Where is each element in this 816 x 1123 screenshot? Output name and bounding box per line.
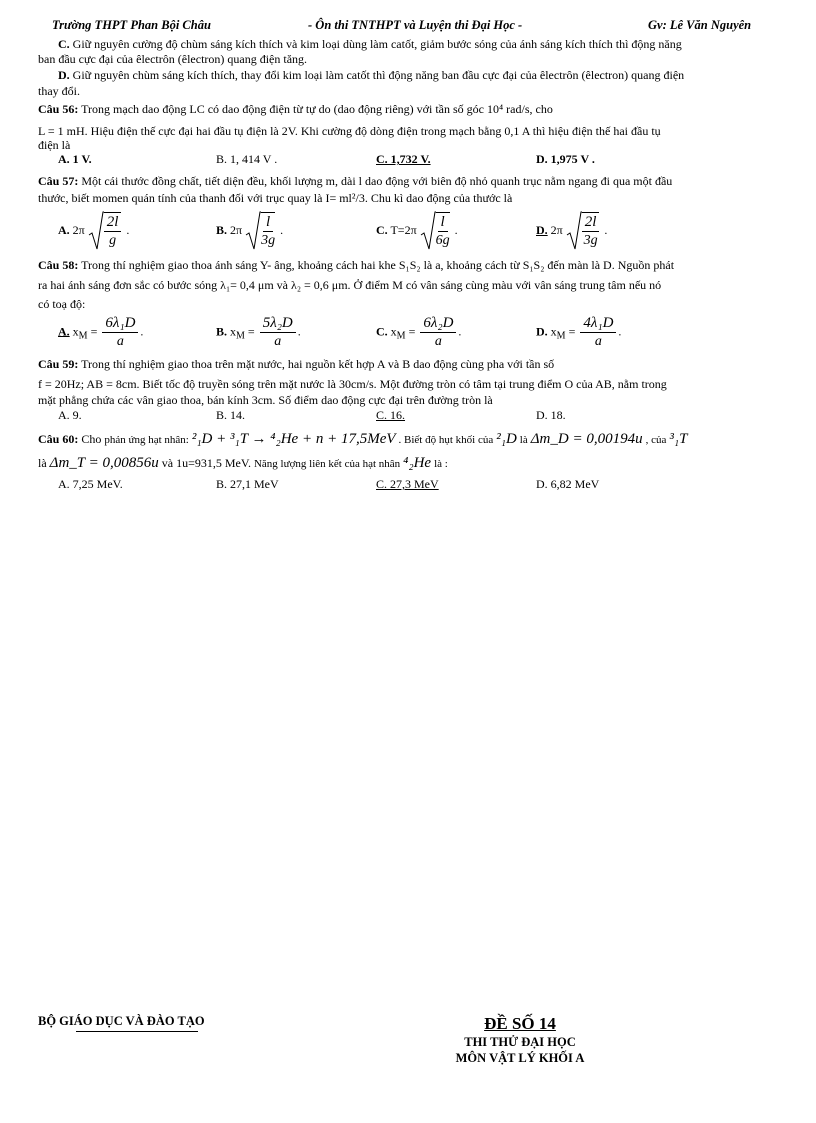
q57-option-b [216, 211, 283, 251]
q59-option-d: D. 18. [536, 408, 566, 422]
question-text: , của [645, 434, 667, 446]
fraction-denominator: 6g [435, 233, 450, 248]
option-variable: x [72, 324, 79, 339]
question-label: Câu 56: [38, 102, 79, 116]
nucleus-helium: ⁴₂He [403, 455, 432, 471]
fraction-numerator: 6λ₁D [102, 314, 138, 333]
q56-stem-3: điện là [38, 138, 71, 152]
question-text: Một cái thước đồng chất, tiết diện đều, khối lượng m, dài l dao động với biên độ nhỏ quanh trục nằm ngang đi qua một đầu [81, 174, 673, 188]
option-suffix: . [280, 222, 284, 237]
q57-stem [38, 174, 780, 188]
q58-stem-3: có toạ độ: [38, 297, 86, 311]
fraction-numerator: 2l [582, 213, 600, 232]
exam-heading [400, 1014, 640, 1066]
option-label: A. [58, 324, 70, 339]
option-prefix: 2π [72, 222, 85, 237]
nucleus-deuterium: ²₁D [496, 431, 517, 447]
nucleus-tritium: ³₁T [669, 431, 688, 447]
fraction-denominator: a [116, 334, 124, 349]
sqrt-symbol [88, 211, 124, 251]
mass-defect-t: Δm_T = 0,00856u [49, 455, 159, 471]
question-text: phản ứng hạt nhân: [104, 434, 189, 446]
fraction-denominator: a [274, 334, 282, 349]
question-text: là : [434, 458, 448, 470]
fraction-numerator: 5λ₂D [260, 314, 296, 333]
header-school: Trường THPT Phan Bội Châu [52, 18, 211, 32]
fraction-numerator: 6λ₂D [420, 314, 456, 333]
question-text: Cho [81, 432, 102, 446]
question-text: và 1u=931,5 MeV. [161, 456, 251, 470]
question-text: . Biết độ hụt khối của [398, 434, 494, 446]
fraction-numerator: 2l [104, 213, 122, 232]
q58-option-d: D. $x_M$ = $\frac{\text{4λ₁D}}{a}$ . [536, 315, 622, 349]
ministry-underline [76, 1031, 198, 1032]
option-subscript: M [78, 330, 88, 342]
option-label: D. [536, 324, 548, 339]
question-label: Câu 58: [38, 258, 79, 272]
q58-stem [38, 258, 780, 272]
reaction-equation: ²₁D + ³₁T → ⁴₂He + n + 17,5MeV [191, 431, 396, 447]
option-subscript: M [556, 330, 566, 342]
question-text: Trong thí nghiệm giao thoa trên mặt nước, hai nguồn kết hợp A và B dao động cùng pha với tần số [81, 357, 555, 371]
ministry-name: BỘ GIÁO DỤC VÀ ĐÀO TẠO [38, 1014, 205, 1028]
option-prefix: 2π [550, 222, 563, 237]
header-teacher: Gv: Lê Văn Nguyên [648, 18, 752, 32]
q60-stem [38, 430, 780, 449]
q59-option-a: A. 9. [58, 408, 82, 422]
q56-option-a: A. 1 V. [58, 152, 92, 166]
option-variable: x [390, 324, 397, 339]
question-text: là [519, 434, 528, 446]
q57-option-d [536, 211, 607, 251]
q60-stem-2 [38, 454, 780, 473]
q58-option-b: B. $x_M$ = $\frac{\text{5λ₂D}}{a}$ . [216, 315, 301, 349]
q57-option-c [376, 211, 458, 251]
option-text: Giữ nguyên cường độ chùm sáng kích thích và kim loại dùng làm catốt, giảm bước sóng của ánh sáng kích thích thì động năng [72, 37, 682, 51]
header-title: - Ôn thi TNTHPT và Luyện thi Đại Học - [308, 18, 523, 32]
option-prefix: T=2π [390, 222, 417, 237]
fraction-denominator: a [434, 334, 442, 349]
q59-option-b: B. 14. [216, 408, 246, 422]
fraction-denominator: 3g [261, 233, 276, 248]
option-variable: x [550, 324, 557, 339]
option-prefix: 2π [230, 222, 243, 237]
option-label: B. [216, 222, 228, 237]
prev-option-c [58, 37, 800, 51]
option-label: D. [58, 68, 70, 82]
question-text: Trong mạch dao động LC có dao động điện từ tự do (dao động riêng) với tần số góc 10⁴ rad/s, cho [81, 102, 553, 116]
fraction-denominator: 3g [583, 233, 598, 248]
option-label: A. [58, 222, 70, 237]
fraction-denominator: g [109, 233, 117, 248]
mass-defect-d: Δm_D = 0,00194u [530, 431, 643, 447]
q60-option-b: B. 27,1 MeV [216, 477, 279, 491]
sqrt-symbol [420, 211, 452, 251]
q59-stem-3: mặt phẳng chứa các vân giao thoa, bán kính 3cm. Số điểm dao động cực đại trên đường tròn là [38, 393, 493, 407]
prev-option-d-cont: thay đổi. [38, 84, 80, 98]
q57-options [0, 205, 816, 248]
q59-option-c: C. 16. [376, 408, 406, 422]
q59-stem-2: f = 20Hz; AB = 8cm. Biết tốc độ truyền sóng trên mặt nước là 30cm/s. Một đường tròn có tâm tại trung điểm O của AB, nằm trong [38, 377, 667, 391]
option-suffix: . [604, 222, 608, 237]
option-label: D. [536, 222, 548, 237]
option-subscript: M [396, 330, 406, 342]
sqrt-symbol [566, 211, 602, 251]
q59-stem [38, 357, 780, 371]
q58-stem-2: ra hai ánh sáng đơn sắc có bước sóng λ₁= 0,4 μm và λ₂ = 0,6 μm. Ở điểm M có vân sáng cùng màu với vân sáng trung tâm nếu nó [38, 278, 662, 292]
fraction-numerator: 4λ₁D [580, 314, 616, 333]
page-header [0, 18, 816, 34]
q58-option-c: C. $x_M$ = $\frac{\text{6λ₂D}}{a}$ . [376, 315, 462, 349]
question-text: là [38, 456, 47, 470]
q57-stem-2: thước, biết momen quán tính của thanh đối với trục quay là I= ml²/3. Chu kì dao động của thước là [38, 191, 513, 205]
option-label: C. [376, 222, 388, 237]
q57-option-a [58, 211, 129, 251]
question-label: Câu 59: [38, 357, 79, 371]
sqrt-symbol [245, 211, 277, 251]
option-variable: x [230, 324, 237, 339]
option-suffix: . [126, 222, 130, 237]
option-subscript: M [236, 330, 245, 342]
q60-option-c: C. 27,3 MeV [376, 477, 439, 491]
q56-stem [38, 102, 780, 116]
exam-type: THI THỬ ĐẠI HỌC [464, 1035, 576, 1049]
ministry-heading [38, 1014, 205, 1029]
fraction-numerator: l [438, 213, 448, 232]
q56-stem-2: L = 1 mH. Hiệu điện thế cực đại hai đầu tụ điện là 2V. Khi cường độ dòng điện trong mạch bằng 0,1 A thì hiệu điện thế hai đầu tụ [38, 124, 661, 138]
option-label: C. [376, 324, 388, 339]
q58-options [0, 312, 816, 352]
option-label: C. [58, 37, 70, 51]
question-label: Câu 60: [38, 432, 79, 446]
exam-subject: MÔN VẬT LÝ KHỐI A [455, 1051, 585, 1065]
fraction-denominator: a [594, 334, 602, 349]
q56-option-d: D. 1,975 V . [536, 152, 595, 166]
q60-option-a: A. 7,25 MeV. [58, 477, 123, 491]
exam-number: ĐỀ SỐ 14 [484, 1014, 556, 1033]
question-label: Câu 57: [38, 174, 79, 188]
option-text: Giữ nguyên chùm sáng kích thích, thay đổi kim loại làm catốt thì động năng ban đầu cực đại của êlectrôn (êlectron) quang điện [72, 68, 685, 82]
option-label: B. [216, 324, 228, 339]
fraction-numerator: l [263, 213, 273, 232]
q56-option-b: B. 1, 414 V . [216, 152, 278, 166]
q58-option-a: A. $x_M$ = $\frac{\text{6λ₁D}}{a}$ . [58, 315, 144, 349]
question-text: Trong thí nghiệm giao thoa ánh sáng Y- âng, khoảng cách hai khe S₁S₂ là a, khoảng cách từ S₁S₂ đến màn là D. Nguồn phát [81, 258, 675, 272]
prev-option-c-cont: ban đầu cực đại của êlectrôn (êlectron) quang điện tăng. [38, 52, 308, 66]
prev-option-d [58, 68, 800, 82]
question-text: Năng lượng liên kết của hạt nhân [253, 458, 401, 470]
q60-option-d: D. 6,82 MeV [536, 477, 600, 491]
option-suffix: . [454, 222, 458, 237]
q56-option-c: C. 1,732 V. [376, 152, 431, 166]
